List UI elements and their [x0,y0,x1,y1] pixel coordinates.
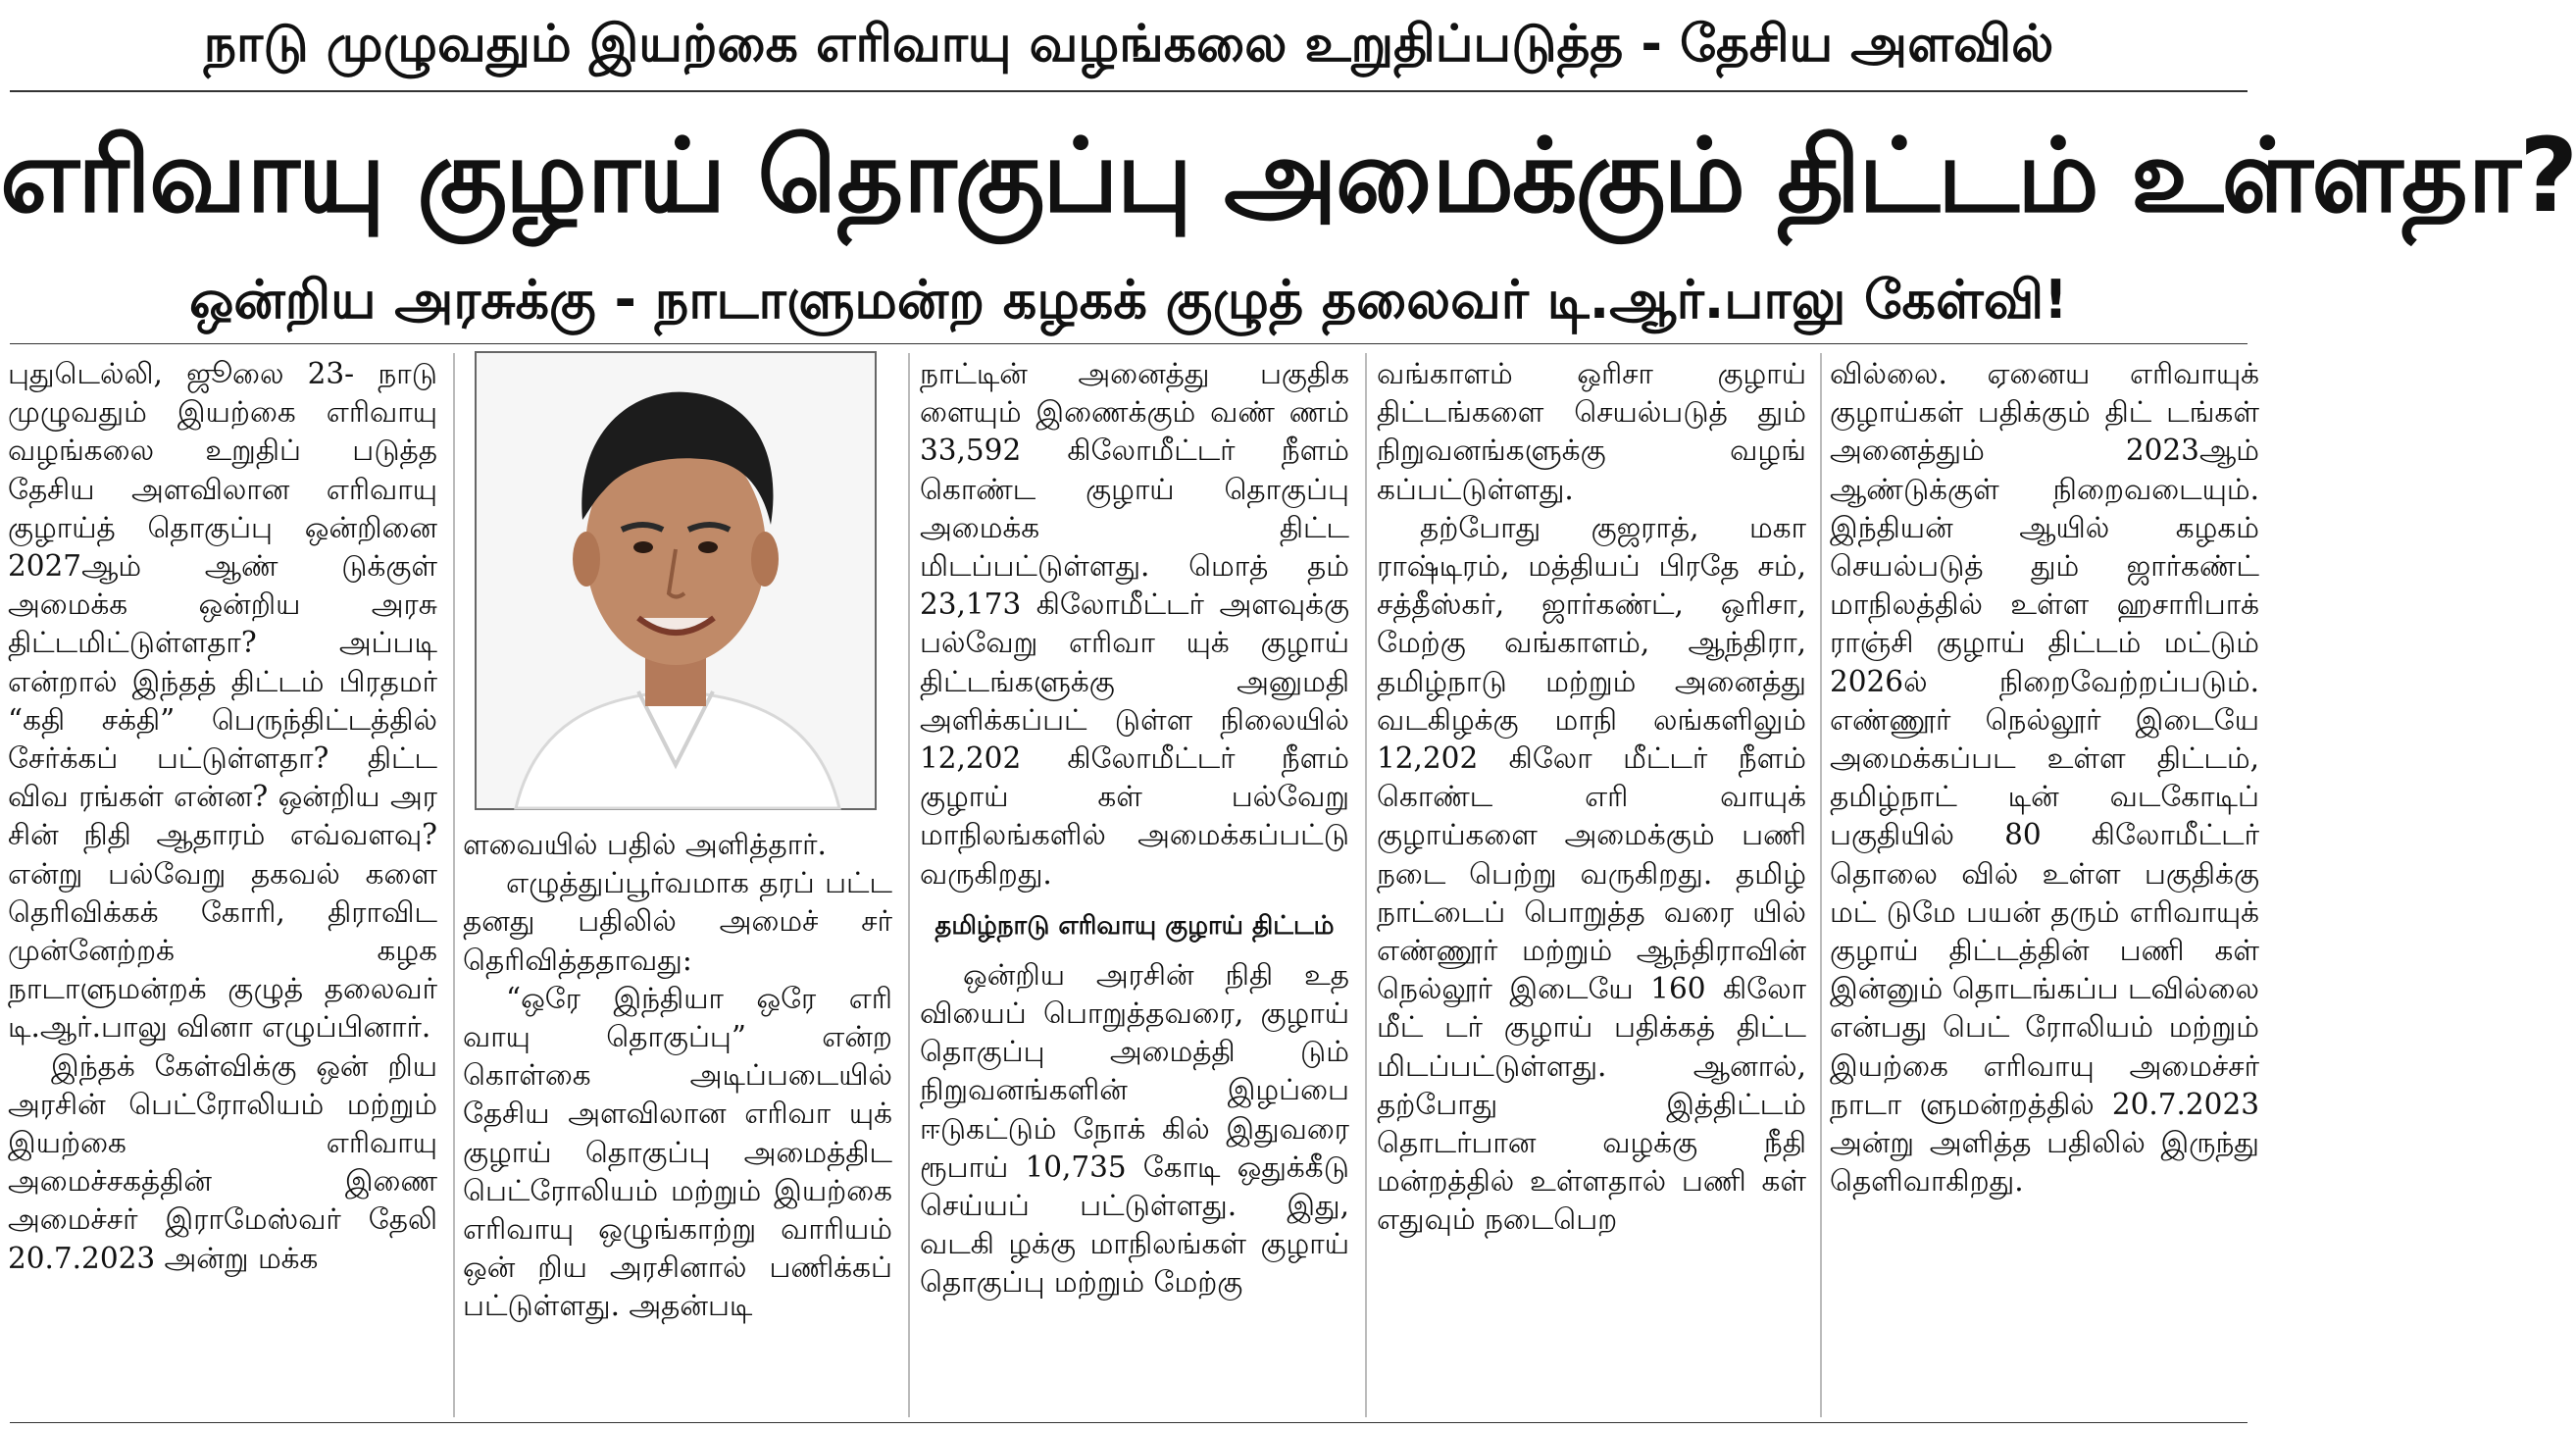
article-column-2 [463,826,892,1414]
article-paragraph: ஒன்றிய அரசின் நிதி உத வியைப் பொறுத்தவரை, குழாய் தொகுப்பு அமைத்தி டும் நிறுவனங்களின் இழப்பை ஈடுகட்டும் நோக் கில் இதுவரை ரூபாய் 10,735 கோடி ஒதுக்கீடு செய்யப் பட்டுள்ளது. இது, வடகி ழக்கு மாநிலங்கள் குழாய் தொகுப்பு மற்றும் மேற்கு [920,957,1349,1300]
header-divider [10,343,2248,344]
column-rule [453,353,455,1417]
top-divider [10,90,2248,92]
main-headline: எரிவாயு குழாய் தொகுப்பு அமைக்கும் திட்டம் உள்ளதா? [0,116,2576,235]
article-paragraph: வங்காளம் ஒரிசா குழாய் திட்டங்களை செயல்படுத் தும் நிறுவனங்களுக்கு வழங் கப்பட்டுள்ளது. [1377,357,1806,506]
column-rule [908,353,910,1417]
article-paragraph: இந்தக் கேள்விக்கு ஒன் றிய அரசின் பெட்ரோலியம் மற்றும் இயற்கை எரிவாயு அமைச்சகத்தின் இணை அமைச்சர் இராமேஸ்வர் தேலி 20.7.2023 அன்று மக்க [8,1048,437,1275]
article-paragraph: புதுடெல்லி, ஜூலை 23- நாடு முழுவதும் இயற்கை எரிவாயு வழங்கலை உறுதிப் படுத்த தேசிய அளவிலான எரிவாயு குழாய்த் தொகுப்பு ஒன்றினை 2027ஆம் ஆண் டுக்குள் அமைக்க ஒன்றிய அரசு திட்டமிட்டுள்ளதா? அப்படி என்றால் இந்தத் திட்டம் பிரதமர் “கதி சக்தி” பெருந்திட்டத்தில் சேர்க்கப் பட்டுள்ளதா? திட்ட விவ ரங்கள் என்ன? ஒன்றிய அர சின் நிதி ஆதாரம் எவ்வளவு? என்று பல்வேறு தகவல் களை தெரிவிக்கக் கோரி, திராவிட முன்னேற்றக் கழக நாடாளுமன்றக் குழுத் தலைவர் டி.ஆர்.பாலு வினா எழுப்பினார். [8,357,437,1045]
article-paragraph: ளவையில் பதில் அளித்தார். [463,828,827,861]
article-paragraph: வில்லை. ஏனைய எரிவாயுக் குழாய்கள் பதிக்கும் திட் டங்கள் அனைத்தும் 2023ஆம் ஆண்டுக்குள் நிறைவடையும். இந்தியன் ஆயில் கழகம் செயல்படுத் தும் ஜார்கண்ட் மாநிலத்தில் உள்ள ஹசாரிபாக் ராஞ்சி குழாய் திட்டம் மட்டும் 2026ல் நிறைவேற்றப்படும். எண்ணூர் நெல்லூர் இடையே அமைக்கப்பட உள்ள திட்டம், தமிழ்நாட் டின் வடகோடிப் பகுதியில் 80 கிலோமீட்டர் தொலை வில் உள்ள பகுதிக்கு மட் டுமே பயன் தரும் எரிவாயுக் குழாய் திட்டத்தின் பணி கள் இன்னும் தொடங்கப்ப டவில்லை என்பது பெட் ரோலியம் மற்றும் இயற்கை எரிவாயு அமைச்சர் நாடா ளுமன்றத்தில் 20.7.2023 அன்று அளித்த பதிலில் இருந்து தெளிவாகிறது. [1830,357,2259,1199]
article-column-5 [1830,355,2259,1414]
article-column-4 [1377,355,1806,1414]
portrait-photo [475,351,877,810]
column-rule [1365,353,1367,1417]
column-rule [1820,353,1822,1417]
article-paragraph: “ஒரே இந்தியா ஒரே எரி வாயு தொகுப்பு” என்ற கொள்கை அடிப்படையில் தேசிய அளவிலான எரிவா யுக் குழாய் தொகுப்பு அமைத்திட பெட்ரோலியம் மற்றும் இயற்கை எரிவாயு ஒழுங்காற்று வாரியம் ஒன் றிய அரசினால் பணிக்கப் பட்டுள்ளது. அதன்படி [463,981,892,1323]
kicker-headline: நாடு முழுவதும் இயற்கை எரிவாயு வழங்கலை உறுதிப்படுத்த - தேசிய அளவில் [203,15,2054,74]
section-subheading: தமிழ்நாடு எரிவாயு குழாய் திட்டம் [934,910,1335,941]
article-paragraph: நாட்டின் அனைத்து பகுதிக ளையும் இணைக்கும் வண் ணம் 33,592 கிலோமீட்டர் நீளம் கொண்ட குழாய் தொகுப்பு அமைக்க திட்ட மிடப்பட்டுள்ளது. மொத் தம் 23,173 கிலோமீட்டர் அளவுக்கு பல்வேறு எரிவா யுக் குழாய் திட்டங்களுக்கு அனுமதி அளிக்கப்பட் டுள்ள நிலையில் 12,202 கிலோமீட்டர் நீளம் குழாய் கள் பல்வேறு மாநிலங்களில் அமைக்கப்பட்டு வருகிறது. [920,357,1349,891]
article-column-1 [8,355,437,1414]
portrait-illustration [477,353,875,808]
article-column-3 [920,355,1349,1414]
article-paragraph: எழுத்துப்பூர்வமாக தரப் பட்ட தனது பதிலில் அமைச் சர் தெரிவித்ததாவது: [463,866,892,977]
bottom-divider [10,1422,2248,1423]
subheadline: ஒன்றிய அரசுக்கு - நாடாளுமன்ற கழகக் குழுத் தலைவர் டி.ஆர்.பாலு கேள்வி! [189,269,2068,331]
article-paragraph: தற்போது குஜராத், மகா ராஷ்டிரம், மத்தியப் பிரதே சம், சத்தீஸ்கர், ஜார்கண்ட், ஒரிசா, மேற்கு வங்காளம், ஆந்திரா, தமிழ்நாடு மற்றும் அனைத்து வடகிழக்கு மாநி லங்களிலும் 12,202 கிலோ மீட்டர் நீளம் கொண்ட எரி வாயுக் குழாய்களை அமைக்கும் பணி நடை பெற்று வருகிறது. தமிழ் நாட்டைப் பொறுத்த வரை யில் எண்ணூர் மற்றும் ஆந்திராவின் நெல்லூர் இடையே 160 கிலோ மீட் டர் குழாய் பதிக்கத் திட்ட மிடப்பட்டுள்ளது. ஆனால், தற்போது இத்திட்டம் தொடர்பான வழக்கு நீதி மன்றத்தில் உள்ளதால் பணி கள் எதுவும் நடைபெற [1377,510,1806,1237]
